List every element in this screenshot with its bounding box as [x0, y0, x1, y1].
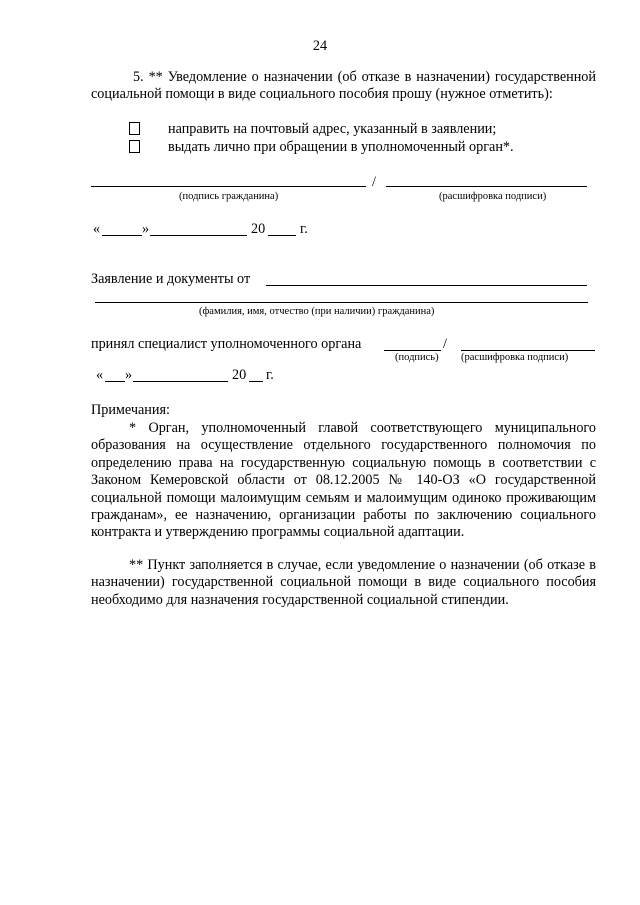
- signature-separator: /: [372, 174, 376, 190]
- date2-year-suffix: г.: [266, 367, 274, 383]
- specialist-signature-caption: (подпись): [395, 352, 439, 363]
- date-month-line[interactable]: [150, 235, 247, 236]
- citizen-signature-decoding-line[interactable]: [386, 186, 587, 187]
- specialist-signature-line[interactable]: [384, 350, 441, 351]
- note-1: * Орган, уполномоченный главой соответствующего муниципального образования на осуществление отдельного государственного полномочия по определению права на государственную социальную помощь в соответствии с Законом Кемеровской области от 08.12.2005 № 140-ОЗ «О государственной социальной помощи малоимущим семьям и малоимущим одиноко проживающим гражданам», ее назначению, организации работы по заключению социального контракта и утверждению программы социальной адаптации.: [91, 420, 596, 541]
- date-day-line[interactable]: [102, 235, 142, 236]
- date2-month-line[interactable]: [133, 381, 228, 382]
- option-mail-checkbox[interactable]: [129, 122, 140, 139]
- date2-day-line[interactable]: [105, 381, 125, 382]
- receipt-label: Заявление и документы от: [91, 271, 251, 287]
- date2-close-quote: »: [125, 367, 133, 383]
- citizen-name-line[interactable]: [95, 302, 588, 303]
- page-number: 24: [312, 38, 328, 54]
- date-open-quote: «: [93, 221, 101, 237]
- citizen-signature-caption: (подпись гражданина): [179, 191, 279, 202]
- citizen-name-caption: (фамилия, имя, отчество (при наличии) гражданина): [199, 306, 435, 317]
- citizen-decoding-caption: (расшифровка подписи): [439, 191, 547, 202]
- accepted-label: принял специалист уполномоченного органа: [91, 336, 362, 352]
- date2-year-line[interactable]: [249, 381, 263, 382]
- specialist-decoding-line[interactable]: [461, 350, 595, 351]
- note-2: ** Пункт заполняется в случае, если уведомление о назначении (об отказе в назначении) государственной социальной помощи в виде социального пособия необходимо для назначения государственной социальной стипендии.: [91, 557, 596, 608]
- date-year-suffix: г.: [300, 221, 308, 237]
- option-personal-label: выдать лично при обращении в уполномоченный орган*.: [168, 139, 514, 155]
- date2-year-prefix: 20: [232, 367, 247, 383]
- option-personal-checkbox[interactable]: [129, 140, 140, 157]
- specialist-separator: /: [443, 336, 447, 352]
- date2-open-quote: «: [96, 367, 104, 383]
- specialist-decoding-caption: (расшифровка подписи): [461, 352, 569, 363]
- date-year-line[interactable]: [268, 235, 296, 236]
- notes-heading: Примечания:: [91, 402, 170, 418]
- citizen-signature-line[interactable]: [91, 186, 366, 187]
- notification-paragraph: 5. ** Уведомление о назначении (об отказе в назначении) государственной социальной помощи в виде социального пособия прошу (нужное отметить):: [91, 69, 596, 103]
- date-close-quote: »: [142, 221, 150, 237]
- date-year-prefix: 20: [251, 221, 266, 237]
- receipt-from-line[interactable]: [266, 285, 587, 286]
- option-mail-label: направить на почтовый адрес, указанный в заявлении;: [168, 121, 497, 137]
